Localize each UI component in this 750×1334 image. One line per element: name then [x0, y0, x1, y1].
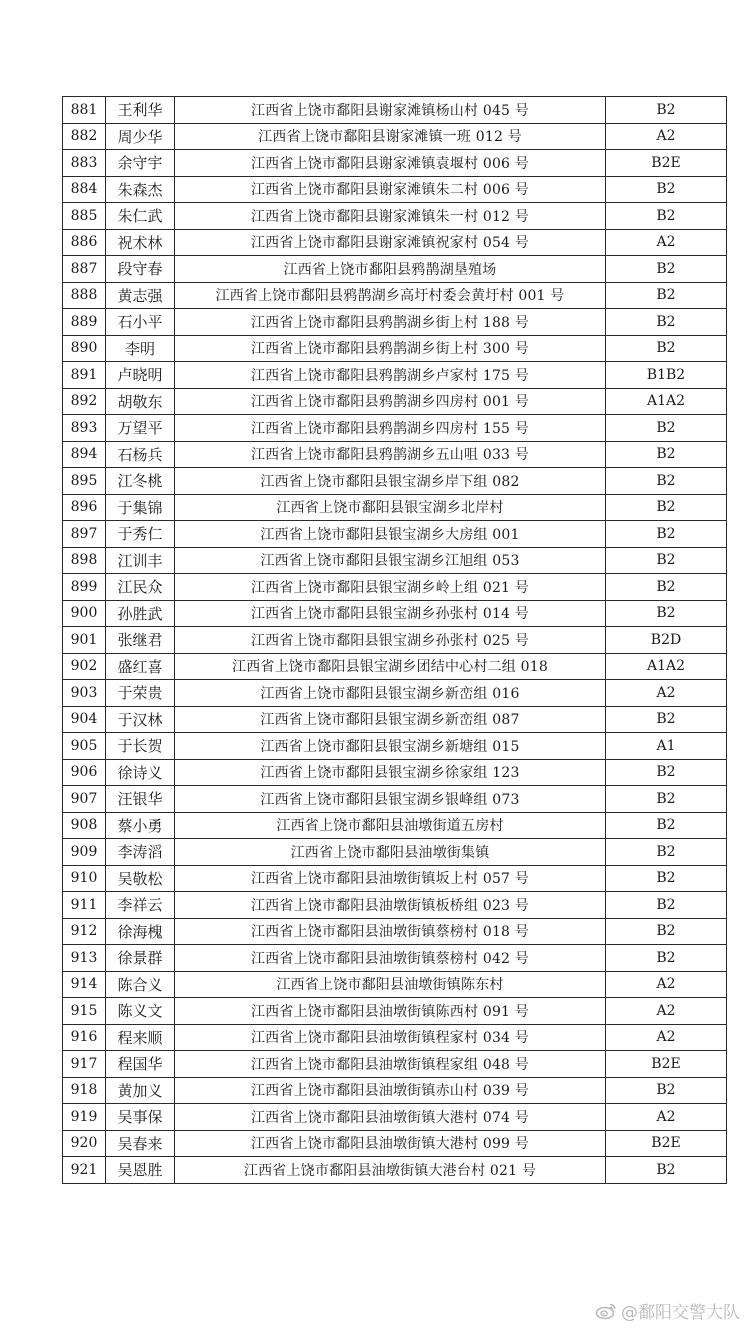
person-name: 吴恩胜	[106, 1157, 175, 1184]
license-class: B2	[606, 441, 727, 468]
table-row	[63, 309, 727, 336]
license-class: B2	[606, 415, 727, 442]
row-number: 902	[63, 653, 106, 680]
person-name: 吴事保	[106, 1104, 175, 1131]
address: 江西省上饶市鄱阳县油墩街镇大港村 099 号	[175, 1130, 606, 1157]
person-name: 段守春	[106, 256, 175, 283]
address: 江西省上饶市鄱阳县谢家滩镇祝家村 054 号	[175, 229, 606, 256]
person-name: 石小平	[106, 309, 175, 336]
table-row	[63, 203, 727, 230]
row-number: 918	[63, 1077, 106, 1104]
watermark-text: @鄱阳交警大队	[621, 1303, 740, 1323]
license-class: A2	[606, 229, 727, 256]
table-row	[63, 839, 727, 866]
address: 江西省上饶市鄱阳县油墩街镇大港村 074 号	[175, 1104, 606, 1131]
address: 江西省上饶市鄱阳县银宝湖乡北岸村	[175, 494, 606, 521]
person-name: 黄加义	[106, 1077, 175, 1104]
table-row	[63, 521, 727, 548]
license-class: B2	[606, 335, 727, 362]
table-row	[63, 282, 727, 309]
address: 江西省上饶市鄱阳县谢家滩镇朱一村 012 号	[175, 203, 606, 230]
address: 江西省上饶市鄱阳县银宝湖乡徐家组 123	[175, 759, 606, 786]
row-number: 917	[63, 1051, 106, 1078]
license-class: B2	[606, 494, 727, 521]
person-name: 江民众	[106, 574, 175, 601]
person-name: 李明	[106, 335, 175, 362]
row-number: 881	[63, 97, 106, 124]
license-class: B2E	[606, 150, 727, 177]
person-name: 朱森杰	[106, 176, 175, 203]
person-name: 黄志强	[106, 282, 175, 309]
table-row	[63, 1024, 727, 1051]
address: 江西省上饶市鄱阳县鸦鹊湖乡卢家村 175 号	[175, 362, 606, 389]
row-number: 887	[63, 256, 106, 283]
license-class: A2	[606, 123, 727, 150]
row-number: 903	[63, 680, 106, 707]
person-name: 李祥云	[106, 892, 175, 919]
row-number: 889	[63, 309, 106, 336]
address: 江西省上饶市鄱阳县油墩街镇坂上村 057 号	[175, 865, 606, 892]
person-name: 于汉林	[106, 706, 175, 733]
person-name: 程国华	[106, 1051, 175, 1078]
table-row	[63, 918, 727, 945]
license-class: B2	[606, 600, 727, 627]
address: 江西省上饶市鄱阳县油墩街镇陈东村	[175, 971, 606, 998]
license-class: B2	[606, 1077, 727, 1104]
table-row	[63, 998, 727, 1025]
person-name: 徐海槐	[106, 918, 175, 945]
address: 江西省上饶市鄱阳县鸦鹊湖乡高圩村委会黄圩村 001 号	[175, 282, 606, 309]
address: 江西省上饶市鄱阳县银宝湖乡新峦组 016	[175, 680, 606, 707]
license-class: B2	[606, 759, 727, 786]
row-number: 886	[63, 229, 106, 256]
row-number: 909	[63, 839, 106, 866]
address: 江西省上饶市鄱阳县鸦鹊湖乡四房村 155 号	[175, 415, 606, 442]
row-number: 890	[63, 335, 106, 362]
table-row	[63, 335, 727, 362]
row-number: 888	[63, 282, 106, 309]
table-row	[63, 415, 727, 442]
address: 江西省上饶市鄱阳县银宝湖乡孙张村 014 号	[175, 600, 606, 627]
table-row	[63, 574, 727, 601]
license-class: B2D	[606, 627, 727, 654]
table-row	[63, 865, 727, 892]
row-number: 892	[63, 388, 106, 415]
watermark	[595, 1298, 740, 1323]
license-class: A2	[606, 680, 727, 707]
address: 江西省上饶市鄱阳县谢家滩镇袁堰村 006 号	[175, 150, 606, 177]
person-name: 徐诗义	[106, 759, 175, 786]
table-row	[63, 1157, 727, 1184]
table-row	[63, 1051, 727, 1078]
license-class: B2	[606, 547, 727, 574]
table-row	[63, 229, 727, 256]
table-row	[63, 892, 727, 919]
row-number: 901	[63, 627, 106, 654]
person-name: 江冬桃	[106, 468, 175, 495]
weibo-icon	[595, 1302, 617, 1320]
roster-body	[63, 97, 727, 1184]
license-class: B2	[606, 176, 727, 203]
table-row	[63, 547, 727, 574]
roster-sheet	[62, 96, 722, 1184]
person-name: 朱仁武	[106, 203, 175, 230]
table-row	[63, 971, 727, 998]
row-number: 913	[63, 945, 106, 972]
address: 江西省上饶市鄱阳县谢家滩镇朱二村 006 号	[175, 176, 606, 203]
address: 江西省上饶市鄱阳县银宝湖乡孙张村 025 号	[175, 627, 606, 654]
row-number: 884	[63, 176, 106, 203]
table-row	[63, 733, 727, 760]
table-row	[63, 1130, 727, 1157]
address: 江西省上饶市鄱阳县银宝湖乡团结中心村二组 018	[175, 653, 606, 680]
license-class: B2	[606, 918, 727, 945]
address: 江西省上饶市鄱阳县银宝湖乡银峰组 073	[175, 786, 606, 813]
address: 江西省上饶市鄱阳县鸦鹊湖乡五山咀 033 号	[175, 441, 606, 468]
row-number: 893	[63, 415, 106, 442]
license-class: B2	[606, 706, 727, 733]
table-row	[63, 600, 727, 627]
row-number: 895	[63, 468, 106, 495]
person-name: 江训丰	[106, 547, 175, 574]
row-number: 905	[63, 733, 106, 760]
table-row	[63, 494, 727, 521]
address: 江西省上饶市鄱阳县油墩街道五房村	[175, 812, 606, 839]
license-class: B1B2	[606, 362, 727, 389]
person-name: 吴敬松	[106, 865, 175, 892]
person-name: 余守宇	[106, 150, 175, 177]
row-number: 883	[63, 150, 106, 177]
address: 江西省上饶市鄱阳县鸦鹊湖乡街上村 188 号	[175, 309, 606, 336]
person-name: 于荣贵	[106, 680, 175, 707]
address: 江西省上饶市鄱阳县油墩街镇赤山村 039 号	[175, 1077, 606, 1104]
license-class: B2	[606, 97, 727, 124]
license-class: B2	[606, 892, 727, 919]
license-class: A2	[606, 971, 727, 998]
address: 江西省上饶市鄱阳县鸦鹊湖垦殖场	[175, 256, 606, 283]
address: 江西省上饶市鄱阳县银宝湖乡大房组 001	[175, 521, 606, 548]
person-name: 卢晓明	[106, 362, 175, 389]
license-class: B2	[606, 786, 727, 813]
address: 江西省上饶市鄱阳县谢家滩镇一班 012 号	[175, 123, 606, 150]
person-name: 周少华	[106, 123, 175, 150]
row-number: 911	[63, 892, 106, 919]
row-number: 894	[63, 441, 106, 468]
person-name: 张继君	[106, 627, 175, 654]
row-number: 910	[63, 865, 106, 892]
license-class: B2	[606, 468, 727, 495]
license-class: B2	[606, 865, 727, 892]
person-name: 徐景群	[106, 945, 175, 972]
license-class: B2	[606, 1157, 727, 1184]
table-row	[63, 97, 727, 124]
table-row	[63, 362, 727, 389]
license-class: B2	[606, 945, 727, 972]
table-row	[63, 1077, 727, 1104]
row-number: 915	[63, 998, 106, 1025]
person-name: 孙胜武	[106, 600, 175, 627]
address: 江西省上饶市鄱阳县鸦鹊湖乡街上村 300 号	[175, 335, 606, 362]
address: 江西省上饶市鄱阳县油墩街镇程家组 048 号	[175, 1051, 606, 1078]
person-name: 程来顺	[106, 1024, 175, 1051]
person-name: 于秀仁	[106, 521, 175, 548]
row-number: 908	[63, 812, 106, 839]
person-name: 汪银华	[106, 786, 175, 813]
table-row	[63, 176, 727, 203]
license-class: A2	[606, 1024, 727, 1051]
license-class: B2	[606, 812, 727, 839]
person-name: 万望平	[106, 415, 175, 442]
license-class: B2	[606, 256, 727, 283]
license-class: B2	[606, 203, 727, 230]
table-row	[63, 123, 727, 150]
address: 江西省上饶市鄱阳县油墩街镇大港台村 021 号	[175, 1157, 606, 1184]
row-number: 919	[63, 1104, 106, 1131]
license-class: B2	[606, 839, 727, 866]
person-name: 胡敬东	[106, 388, 175, 415]
table-row	[63, 627, 727, 654]
address: 江西省上饶市鄱阳县油墩街集镇	[175, 839, 606, 866]
license-class: A2	[606, 998, 727, 1025]
row-number: 907	[63, 786, 106, 813]
address: 江西省上饶市鄱阳县银宝湖乡新塘组 015	[175, 733, 606, 760]
address: 江西省上饶市鄱阳县油墩街镇陈西村 091 号	[175, 998, 606, 1025]
person-name: 于集锦	[106, 494, 175, 521]
address: 江西省上饶市鄱阳县油墩街镇板桥组 023 号	[175, 892, 606, 919]
row-number: 916	[63, 1024, 106, 1051]
table-row	[63, 1104, 727, 1131]
license-class: A1A2	[606, 388, 727, 415]
row-number: 904	[63, 706, 106, 733]
table-row	[63, 256, 727, 283]
license-class: A1	[606, 733, 727, 760]
row-number: 914	[63, 971, 106, 998]
row-number: 885	[63, 203, 106, 230]
address: 江西省上饶市鄱阳县油墩街镇蔡榜村 042 号	[175, 945, 606, 972]
table-row	[63, 388, 727, 415]
person-name: 陈义文	[106, 998, 175, 1025]
address: 江西省上饶市鄱阳县油墩街镇蔡榜村 018 号	[175, 918, 606, 945]
person-name: 陈合义	[106, 971, 175, 998]
table-row	[63, 786, 727, 813]
row-number: 900	[63, 600, 106, 627]
person-name: 蔡小勇	[106, 812, 175, 839]
table-row	[63, 653, 727, 680]
address: 江西省上饶市鄱阳县谢家滩镇杨山村 045 号	[175, 97, 606, 124]
person-name: 石杨兵	[106, 441, 175, 468]
license-class: A2	[606, 1104, 727, 1131]
license-class: B2E	[606, 1130, 727, 1157]
row-number: 882	[63, 123, 106, 150]
table-row	[63, 812, 727, 839]
person-name: 王利华	[106, 97, 175, 124]
row-number: 920	[63, 1130, 106, 1157]
address: 江西省上饶市鄱阳县油墩街镇程家村 034 号	[175, 1024, 606, 1051]
row-number: 897	[63, 521, 106, 548]
table-row	[63, 680, 727, 707]
table-row	[63, 706, 727, 733]
address: 江西省上饶市鄱阳县银宝湖乡岭上组 021 号	[175, 574, 606, 601]
person-name: 李涛滔	[106, 839, 175, 866]
person-name: 盛红喜	[106, 653, 175, 680]
person-name: 祝术林	[106, 229, 175, 256]
row-number: 906	[63, 759, 106, 786]
table-row	[63, 945, 727, 972]
license-class: A1A2	[606, 653, 727, 680]
table-row	[63, 759, 727, 786]
row-number: 898	[63, 547, 106, 574]
person-name: 吴春来	[106, 1130, 175, 1157]
table-row	[63, 441, 727, 468]
license-class: B2E	[606, 1051, 727, 1078]
license-class: B2	[606, 282, 727, 309]
address: 江西省上饶市鄱阳县银宝湖乡岸下组 082	[175, 468, 606, 495]
license-class: B2	[606, 521, 727, 548]
row-number: 896	[63, 494, 106, 521]
address: 江西省上饶市鄱阳县银宝湖乡江旭组 053	[175, 547, 606, 574]
address: 江西省上饶市鄱阳县银宝湖乡新峦组 087	[175, 706, 606, 733]
license-class: B2	[606, 309, 727, 336]
table-row	[63, 468, 727, 495]
license-class: B2	[606, 574, 727, 601]
row-number: 899	[63, 574, 106, 601]
row-number: 891	[63, 362, 106, 389]
roster-table	[62, 96, 727, 1184]
address: 江西省上饶市鄱阳县鸦鹊湖乡四房村 001 号	[175, 388, 606, 415]
table-row	[63, 150, 727, 177]
row-number: 921	[63, 1157, 106, 1184]
person-name: 于长贺	[106, 733, 175, 760]
row-number: 912	[63, 918, 106, 945]
